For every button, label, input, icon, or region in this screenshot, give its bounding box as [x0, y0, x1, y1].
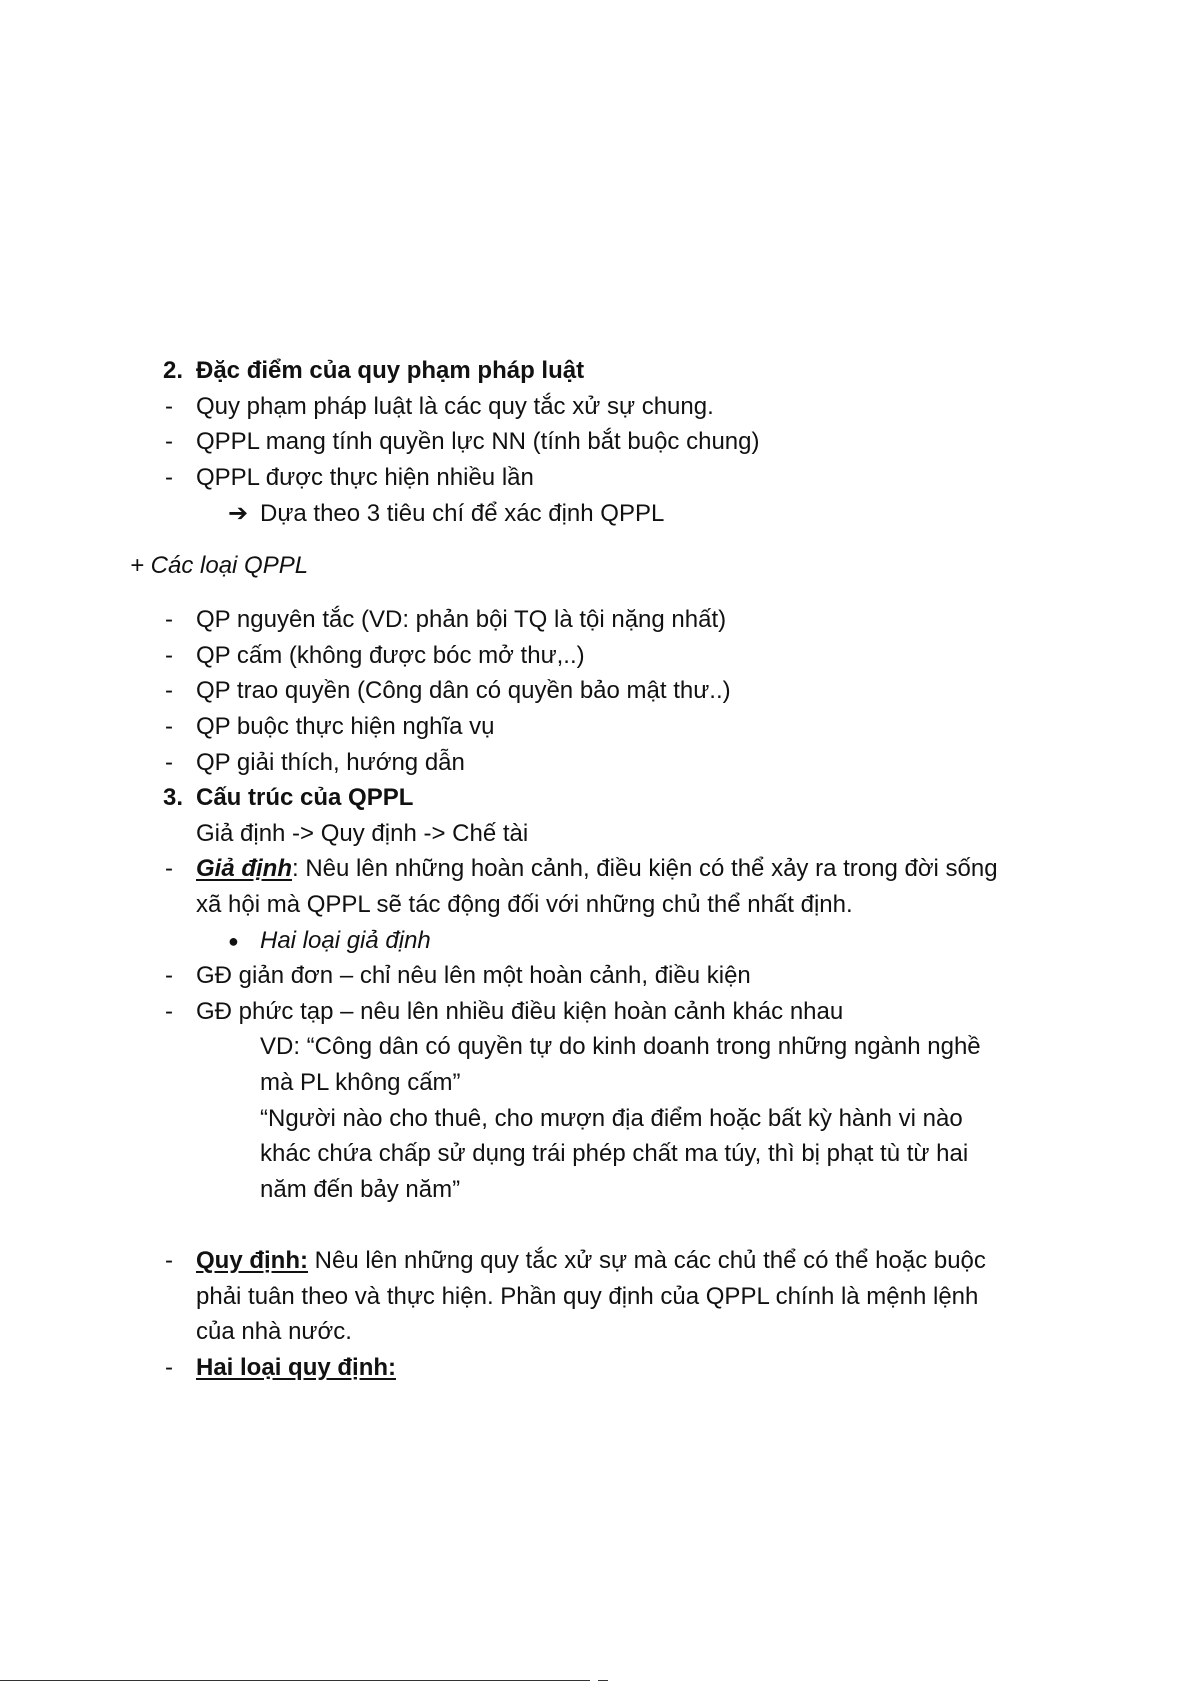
gia-dinh-definition: [196, 854, 998, 884]
dash-marker: -: [165, 855, 173, 882]
gd-complex: GĐ phức tạp – nêu lên nhiều điều kiện hoàn cảnh khác nhau: [196, 998, 844, 1025]
dash-marker: -: [165, 962, 173, 989]
types-heading: + Các loại QPPL: [130, 552, 309, 579]
gia-dinh-term: Giả định: [196, 855, 292, 882]
hai-loai-gia-dinh: Hai loại giả định: [260, 927, 431, 954]
page-bottom-rule: [0, 1680, 590, 1681]
bullet-icon: ●: [228, 931, 239, 951]
quy-dinh-text-continued: phải tuân theo và thực hiện. Phần quy định của QPPL chính là mệnh lệnh: [196, 1283, 979, 1310]
dash-marker: -: [165, 428, 173, 455]
dash-marker: -: [165, 713, 173, 740]
quy-dinh-text: Nêu lên những quy tắc xử sự mà các chủ thể có thể hoặc buộc: [307, 1247, 986, 1274]
hai-loai-quy-dinh: Hai loại quy định:: [196, 1354, 397, 1381]
quy-dinh-term: Quy định:: [196, 1247, 308, 1274]
example-line: VD: “Công dân có quyền tự do kinh doanh trong những ngành nghề: [260, 1033, 981, 1060]
list-item: QP nguyên tắc (VD: phản bội TQ là tội nặng nhất): [196, 606, 727, 633]
dash-marker: -: [165, 464, 173, 491]
gia-dinh-text-continued: xã hội mà QPPL sẽ tác động đối với những chủ thể nhất định.: [196, 891, 853, 918]
quy-dinh-definition: [196, 1246, 986, 1276]
list-item: QP buộc thực hiện nghĩa vụ: [196, 713, 495, 740]
list-item: QPPL mang tính quyền lực NN (tính bắt buộc chung): [196, 428, 760, 455]
list-item: QPPL được thực hiện nhiều lần: [196, 464, 534, 491]
example-line: “Người nào cho thuê, cho mượn địa điểm hoặc bất kỳ hành vi nào: [260, 1105, 963, 1132]
arrow-conclusion: Dựa theo 3 tiêu chí để xác định QPPL: [260, 500, 665, 527]
section-2-heading: Đặc điểm của quy phạm pháp luật: [196, 357, 585, 384]
list-item: QP trao quyền (Công dân có quyền bảo mật thư..): [196, 677, 731, 704]
structure-flow: Giả định -> Quy định -> Chế tài: [196, 820, 529, 847]
section-3-heading: Cấu trúc của QPPL: [196, 784, 414, 811]
dash-marker: -: [165, 1247, 173, 1274]
dash-marker: -: [165, 393, 173, 420]
dash-marker: -: [165, 998, 173, 1025]
example-line: mà PL không cấm”: [260, 1069, 461, 1096]
gd-simple: GĐ giản đơn – chỉ nêu lên một hoàn cảnh, điều kiện: [196, 962, 751, 989]
dash-marker: -: [165, 606, 173, 633]
quy-dinh-text-continued: của nhà nước.: [196, 1318, 352, 1345]
example-line: khác chứa chấp sử dụng trái phép chất ma túy, thì bị phạt tù từ hai: [260, 1140, 969, 1167]
list-item: Quy phạm pháp luật là các quy tắc xử sự chung.: [196, 393, 714, 420]
arrow-icon: ➔: [228, 500, 249, 527]
section-3-number: 3.: [163, 784, 184, 811]
section-2-number: 2.: [163, 357, 184, 384]
dash-marker: -: [165, 1354, 173, 1381]
list-item: QP giải thích, hướng dẫn: [196, 749, 465, 776]
example-line: năm đến bảy năm”: [260, 1176, 461, 1203]
gia-dinh-text: : Nêu lên những hoàn cảnh, điều kiện có thể xảy ra trong đời sống: [292, 855, 998, 882]
dash-marker: -: [165, 677, 173, 704]
dash-marker: -: [165, 749, 173, 776]
page-bottom-rule-fragment: [598, 1680, 608, 1681]
dash-marker: -: [165, 642, 173, 669]
list-item: QP cấm (không được bóc mở thư,..): [196, 642, 585, 669]
